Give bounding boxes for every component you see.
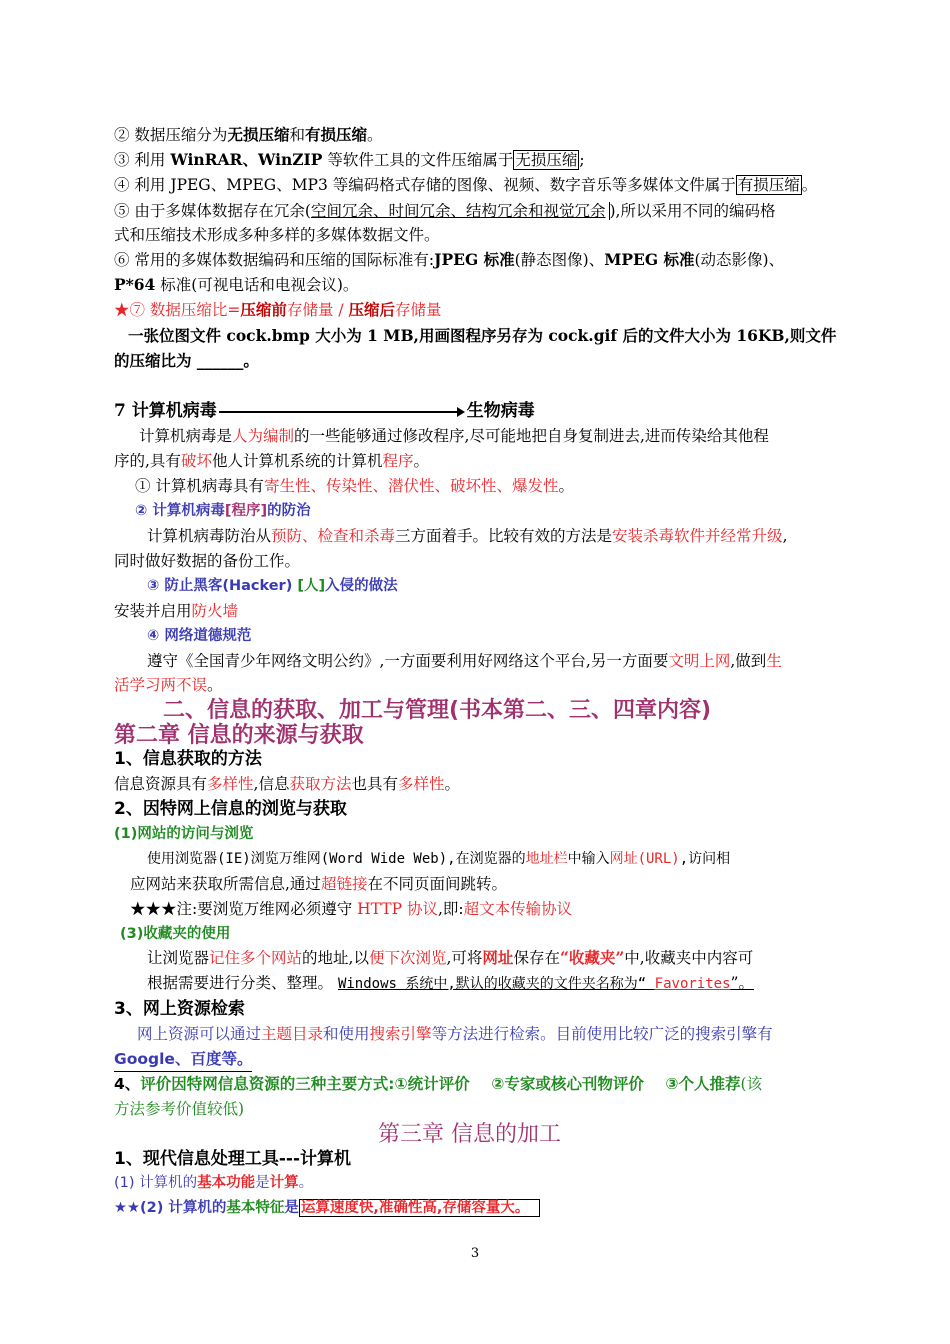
text: 应网站来获取所需信息,通过 [130,875,321,893]
virus-def-line-2 [114,450,429,472]
term-destroy: 破坏 [180,452,212,470]
basic-function-line [114,1172,313,1194]
term-antivirus: 安装杀毒软件并经常升级 [612,527,783,545]
text: , [782,527,788,545]
text: 的一些能够通过修改程序,尽可能地把自身复制进去,进而传染给其他程 [294,427,769,445]
heading-browsing: 2、因特网上信息的浏览与获取 [114,799,347,819]
text: 。 [444,775,461,793]
text: 也具有 [351,775,398,793]
heading-search: 3、网上资源检索 [114,999,245,1019]
hacker-heading [147,575,398,597]
text: ★★(2) 计算机的 [114,1200,227,1216]
text: ① 计算机病毒具有 [135,477,264,495]
term-firewall: 防火墙 [191,602,239,620]
text: 等方法进行检索。目前使用比较广泛的搜索引擎有 [431,1025,773,1043]
term-program-bracket: [程序] [224,503,268,519]
text: 。 [413,452,429,470]
text: 的防治 [267,503,311,519]
diversity-line [114,773,460,795]
text: ④ 利用 JPEG、MPEG、MP3 等编码格式存储的图像、视频、数字音乐等多媒体文件属于 [114,176,736,194]
term-directory: 主题目录 [261,1025,324,1043]
term-favorites-folder: Favorites [654,976,731,992]
term-civil-online: 文明上网 [668,652,731,670]
virus-prevention-line-2: 同时做好数据的备份工作。 [114,552,301,570]
text: 。 [298,1175,314,1191]
redundancy-line-2: 式和压缩技术形成多种多样的多媒体数据文件。 [114,226,440,244]
text: 计算机病毒防治从 [147,527,272,545]
term-diversity: 多样性 [207,775,254,793]
text: 存储量 / [286,301,349,319]
term-jpeg: JPEG 标准 [434,250,515,269]
text: 序的,具有 [114,452,181,470]
term-mpeg: MPEG 标准 [604,250,695,269]
text: ,做到 [730,652,767,670]
text: 让浏览器 [147,949,210,967]
text: 和 [289,126,305,144]
text: ③ 防止黑客(Hacker) [147,578,298,594]
text: 活学习两不误 [114,676,208,694]
ethics-line [147,650,782,672]
compression-ratio-line [114,299,442,321]
term-next-browse: 便下次浏览 [368,949,447,967]
term-hypertext: 超文本传输协议 [463,900,573,918]
standards-line-2 [114,274,358,296]
term-address: 网址 [482,948,514,967]
exercise-line-2: 的压缩比为 ______。 [114,351,259,370]
term-hyperlink: 超链接 [320,875,368,893]
answer-box: 无损压缩 [515,151,578,169]
text: (动态影像)、 [694,251,785,269]
text: 他人计算机系统的计算机 [211,452,383,470]
text: 生 [766,652,782,670]
text: 。 [558,477,574,495]
chapter-3-title: 第三章 信息的加工 [378,1122,561,1147]
standards-line [114,249,784,271]
term-p64: P*64 [114,275,156,294]
term-google: Google [114,1050,175,1068]
term-diversity: 多样性 [398,775,445,793]
answer-underline: 空间冗余、时间冗余、结构冗余和视觉冗余 [311,202,610,220]
term-basic-function: 基本功能 [197,1175,256,1191]
term-man-made: 人为编制 [232,427,295,445]
text: 入侵的做法 [325,578,398,594]
text: ② 计算机病毒 [135,503,225,519]
ethics-line-2 [114,674,223,696]
term-after: 压缩后 [348,300,396,319]
virus-title [114,399,535,423]
text: ,可将 [446,949,483,967]
firewall-line [114,600,238,622]
section-title: 二、信息的获取、加工与管理(书本第二、三、四章内容) [163,698,712,723]
text: ★★★注:要浏览万维网必须遵守 [130,900,358,918]
text: 安装并启用 [114,602,192,620]
text: 使用浏览器(IE)浏览万维网(Word Wide Web),在浏览器的 [147,851,526,867]
subheading-favorites: (3)收藏夹的使用 [120,926,231,942]
text: 标准(可视电话和电视会议)。 [155,276,359,294]
arrow-icon [219,411,459,413]
text: ,访问相 [679,851,731,867]
text: 是 [284,1200,299,1216]
heading-methods: 1、信息获取的方法 [114,749,262,769]
text: 。 [366,126,383,144]
text: Windows 系统中,默认的收藏夹的文件夹名称为“ [337,976,655,992]
text: 生物病毒 [466,401,535,421]
term-basic-feature: 基本特征 [226,1200,285,1216]
page-number: 3 [470,1246,480,1261]
text: ② 数据压缩分为 [114,126,228,144]
basic-feature-line [114,1197,540,1219]
text: 、百度等。 [174,1050,253,1068]
virus-def-line [139,425,769,447]
text: ,即: [438,900,464,918]
search-line [137,1023,773,1045]
evaluation-heading [114,1073,762,1095]
text: 保存在 [513,949,560,967]
text: 中,收藏夹中内容可 [624,949,754,967]
http-note-line [130,898,572,920]
term-remember: 记住多个网站 [209,949,303,967]
term-favorites: “收藏夹” [559,948,625,967]
text: (该 [740,1075,763,1093]
winrar-line [114,149,585,171]
evaluation-methods: 评价因特网信息资源的三种主要方式:①统计评价 ②专家或核心刊物评价 ③个人推荐 [140,1075,741,1093]
text: ,信息 [253,775,290,793]
term-prevent-check-kill: 预防、检查和杀毒 [271,527,396,545]
term-lossless: 无损压缩 [227,125,290,144]
term-program: 程序 [382,452,414,470]
term-person-bracket: [人] [297,578,326,594]
term-address-bar: 地址栏 [525,851,568,867]
text: 。 [207,676,223,694]
text: 7 计算机病毒 [114,401,217,421]
tool-names: WinRAR、WinZIP [170,150,323,169]
text: ③ 利用 [114,151,171,169]
term-before: 压缩前 [240,300,287,319]
text: (1) 计算机的 [114,1175,198,1191]
redundancy-line [114,200,775,222]
exercise-line: 一张位图文件 cock.bmp 大小为 1 MB,用画图程序另存为 cock.gif 后的文件大小为 16KB,则文件 [128,326,837,345]
subheading-visit: (1)网站的访问与浏览 [114,826,254,842]
virus-traits-line [135,475,574,497]
search-engines-line [114,1048,252,1072]
text: 是 [255,1175,270,1191]
heading-computer: 1、现代信息处理工具---计算机 [114,1149,351,1169]
answer-box: 有损压缩 [737,176,800,194]
term-http: HTTP 协议 [357,900,438,918]
chapter-2-title: 第二章 信息的来源与获取 [114,723,364,748]
evaluation-line-2: 方法参考价值较低) [114,1100,245,1118]
ethics-heading: ④ 网络道德规范 [147,628,252,644]
text: 网上资源可以通过 [137,1025,262,1043]
text: 遵守《全国青少年网络文明公约》,一方面要利用好网络这个平台,另一方面要 [147,652,669,670]
term-compute: 计算 [269,1175,299,1191]
text: 信息资源具有 [114,775,208,793]
text: ”。 [730,974,754,992]
text: ; [579,151,585,169]
term-search-engine: 搜索引擎 [369,1025,432,1043]
text: 在不同页面间跳转。 [367,875,507,893]
text: ⑥ 常用的多媒体数据编码和压缩的国际标准有: [114,251,435,269]
favorites-line-2 [147,972,754,995]
term-methods: 获取方法 [289,775,352,793]
virus-prevention-line [147,525,788,547]
jpeg-line [114,174,817,196]
text: ),所以采用不同的编码格 [609,202,776,220]
text: 三方面着手。比较有效的方法是 [395,527,613,545]
text: ★⑦ 数据压缩比= [114,301,241,319]
text: 根据需要进行分类、整理。 [147,974,338,992]
favorites-line [147,947,753,969]
compression-types-line [114,124,383,146]
text: (静态图像)、 [514,251,605,269]
browser-line-2 [130,873,507,895]
text: ⑤ 由于多媒体数据存在冗余( [114,202,311,220]
answer-box: 运算速度快,准确性高,存储容量大。 [299,1199,541,1217]
text: 等软件工具的文件压缩属于 [322,151,514,169]
text: 中输入 [567,851,610,867]
text: 4、 [114,1075,141,1093]
text: 存储量 [395,301,442,319]
text: 的地址,以 [302,949,369,967]
term-url: 网址(URL) [609,851,680,867]
text: 计算机病毒是 [139,427,233,445]
term-traits: 寄生性、传染性、潜伏性、破坏性、爆发性 [263,477,559,495]
browser-line [147,848,730,870]
term-lossy: 有损压缩 [304,125,367,144]
text: 和使用 [323,1025,370,1043]
text: 。 [801,176,818,194]
virus-prevention-heading [135,500,311,522]
